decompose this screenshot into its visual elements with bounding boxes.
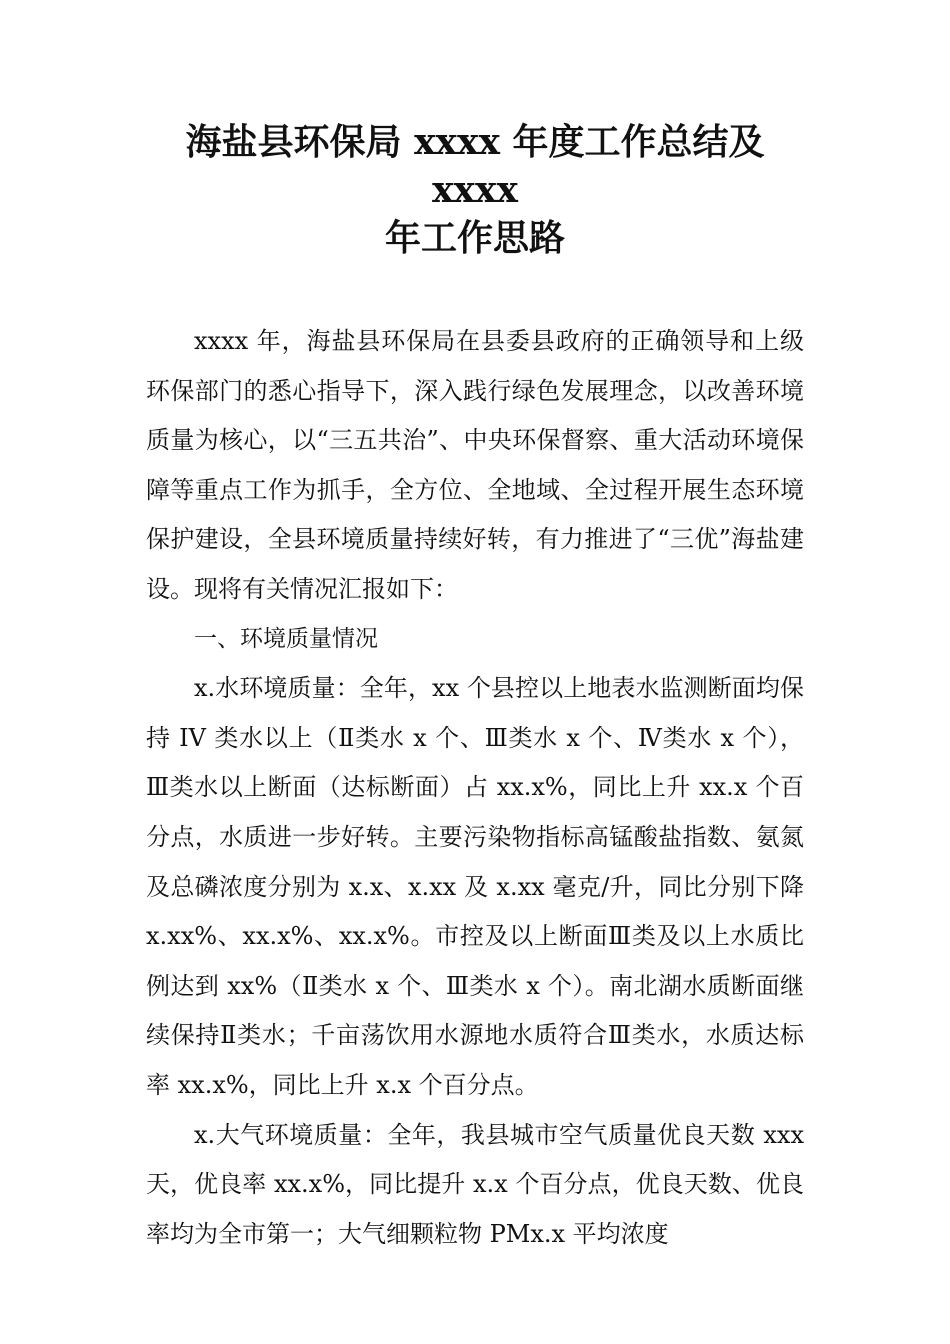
document-body [146,317,804,1259]
air-quality-paragraph: x.大气环境质量：全年，我县城市空气质量优良天数 xxx 天，优良率 xx.x%，同比提升 x.x 个百分点，优良天数、优良率均为全市第一；大气细颗粒物 PMx.x 平均浓度 [146,1120,804,1248]
title-line-2: 年工作思路 [384,217,565,259]
title-line-1: 海盐县环保局 xxxx 年度工作总结及 xxxx [185,121,765,211]
intro-paragraph: xxxx 年，海盐县环保局在县委县政府的正确领导和上级环保部门的悉心指导下，深入践行绿色发展理念，以改善环境质量为核心，以“三五共治”、中央环保督察、重大活动环境保障等重点工作为抓手，全方位、全地域、全过程开展生态环境保护建设，全县环境质量持续好转，有力推进了“三优”海盐建设。现将有关情况汇报如下： [146,327,804,603]
document-title [146,118,804,262]
section-heading-environment-quality: 一、环境质量情况 [194,625,378,652]
water-quality-paragraph: x.水环境质量：全年，xx 个县控以上地表水监测断面均保持 IV 类水以上（Ⅱ类水 x 个、Ⅲ类水 x 个、Ⅳ类水 x 个），Ⅲ类水以上断面（达标断面）占 xx.x%，同比上升 xx.x 个百分点，水质进一步好转。主要污染物指标高锰酸盐指数、氨氮及总磷浓度分别为 x.x、x.xx 及 x.xx 毫克/升，同比分别下降 x.xx%、xx.x%、xx.x%。市控及以上断面Ⅲ类及以上水质比例达到 xx%（Ⅱ类水 x 个、Ⅲ类水 x 个）。南北湖水质断面继续保持Ⅱ类水；千亩荡饮用水源地水质符合Ⅲ类水，水质达标率 xx.x%，同比上升 x.x 个百分点。 [146,674,804,1099]
